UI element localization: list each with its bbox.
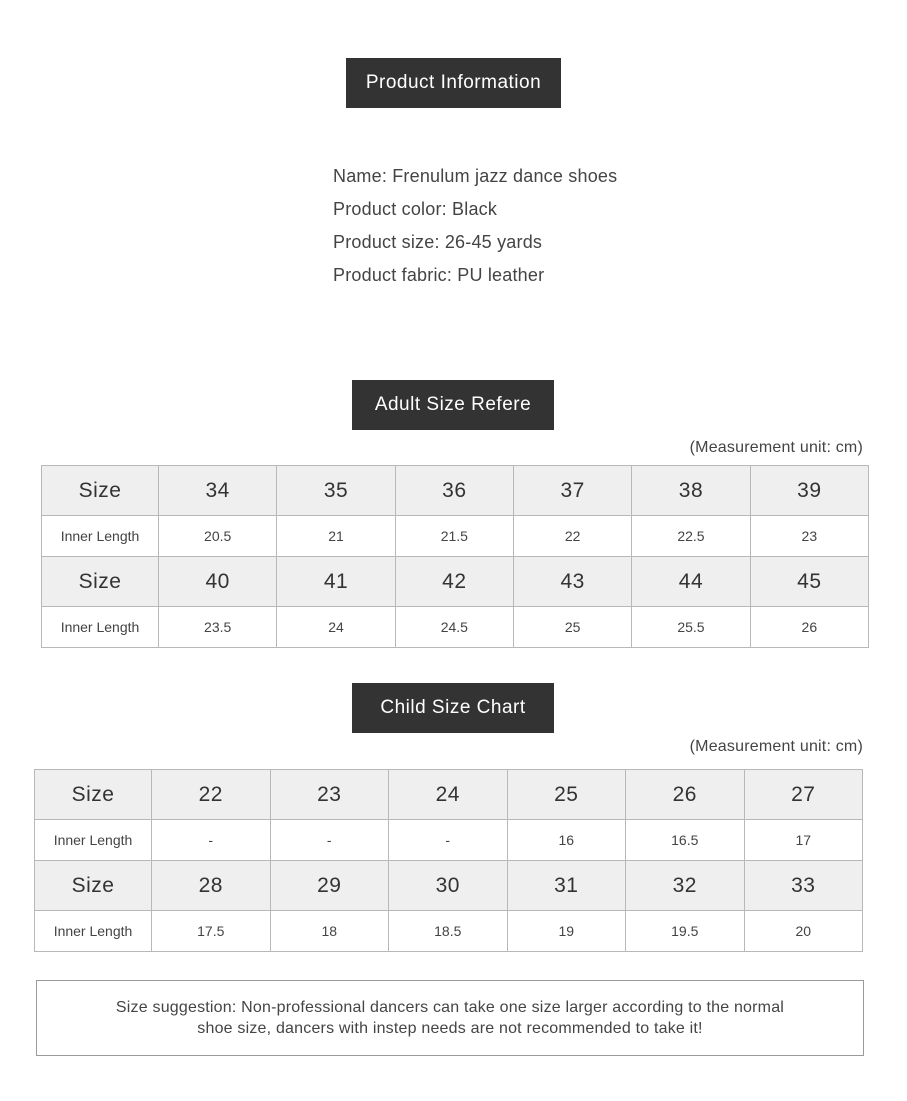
size-cell: 22 (152, 770, 271, 820)
length-cell: 20 (744, 911, 863, 952)
adult-size-heading: Adult Size Refere (352, 380, 554, 430)
size-cell: 37 (513, 466, 631, 516)
length-cell: 23.5 (159, 607, 277, 648)
product-color: Product color: Black (333, 199, 498, 219)
size-cell: 39 (750, 466, 868, 516)
inner-length-label: Inner Length (42, 607, 159, 648)
inner-length-label: Inner Length (35, 911, 152, 952)
size-cell: 32 (626, 861, 745, 911)
product-information-heading: Product Information (346, 58, 561, 108)
length-cell: 18 (270, 911, 389, 952)
size-cell: 29 (270, 861, 389, 911)
inner-length-label: Inner Length (42, 516, 159, 557)
length-cell: 19.5 (626, 911, 745, 952)
adult-size-table (41, 465, 869, 648)
length-cell: 26 (750, 607, 868, 648)
size-suggestion-note (36, 980, 864, 1056)
length-cell: - (152, 820, 271, 861)
table-row (42, 516, 869, 557)
length-cell: 21.5 (395, 516, 513, 557)
size-cell: 43 (513, 557, 631, 607)
table-row (35, 820, 863, 861)
note-line-1: Size suggestion: Non-professional dancers can take one size larger according to the normal (115, 999, 785, 1016)
length-cell: 16.5 (626, 820, 745, 861)
size-cell: 38 (632, 466, 750, 516)
size-cell: 33 (744, 861, 863, 911)
size-cell: 28 (152, 861, 271, 911)
size-cell: 24 (389, 770, 508, 820)
size-cell: 44 (632, 557, 750, 607)
size-label: Size (35, 861, 152, 911)
length-cell: 24.5 (395, 607, 513, 648)
table-row (35, 770, 863, 820)
length-cell: 25 (513, 607, 631, 648)
length-cell: - (389, 820, 508, 861)
inner-length-label: Inner Length (35, 820, 152, 861)
length-cell: 25.5 (632, 607, 750, 648)
length-cell: 22 (513, 516, 631, 557)
length-cell: 21 (277, 516, 395, 557)
table-row (42, 557, 869, 607)
size-cell: 41 (277, 557, 395, 607)
size-cell: 36 (395, 466, 513, 516)
length-cell: 24 (277, 607, 395, 648)
length-cell: 23 (750, 516, 868, 557)
note-line-2: shoe size, dancers with instep needs are not recommended to take it! (197, 1020, 703, 1037)
table-row (42, 607, 869, 648)
size-cell: 34 (159, 466, 277, 516)
size-cell: 42 (395, 557, 513, 607)
child-size-heading: Child Size Chart (352, 683, 554, 733)
product-size: Product size: 26-45 yards (333, 232, 543, 252)
size-cell: 27 (744, 770, 863, 820)
length-cell: 18.5 (389, 911, 508, 952)
size-label: Size (42, 557, 159, 607)
size-cell: 30 (389, 861, 508, 911)
size-cell: 35 (277, 466, 395, 516)
length-cell: 17 (744, 820, 863, 861)
size-cell: 45 (750, 557, 868, 607)
size-cell: 31 (507, 861, 626, 911)
adult-measurement-unit: (Measurement unit: cm) (689, 439, 863, 456)
size-label: Size (35, 770, 152, 820)
child-size-table (34, 769, 863, 952)
child-measurement-unit: (Measurement unit: cm) (689, 738, 863, 755)
length-cell: 20.5 (159, 516, 277, 557)
length-cell: 16 (507, 820, 626, 861)
size-label: Size (42, 466, 159, 516)
product-info-list (333, 162, 617, 294)
size-cell: 25 (507, 770, 626, 820)
length-cell: 19 (507, 911, 626, 952)
length-cell: 22.5 (632, 516, 750, 557)
length-cell: 17.5 (152, 911, 271, 952)
table-row (42, 466, 869, 516)
length-cell: - (270, 820, 389, 861)
product-fabric: Product fabric: PU leather (333, 265, 545, 285)
table-row (35, 911, 863, 952)
size-cell: 23 (270, 770, 389, 820)
table-row (35, 861, 863, 911)
size-cell: 40 (159, 557, 277, 607)
product-name: Name: Frenulum jazz dance shoes (333, 166, 618, 186)
size-cell: 26 (626, 770, 745, 820)
